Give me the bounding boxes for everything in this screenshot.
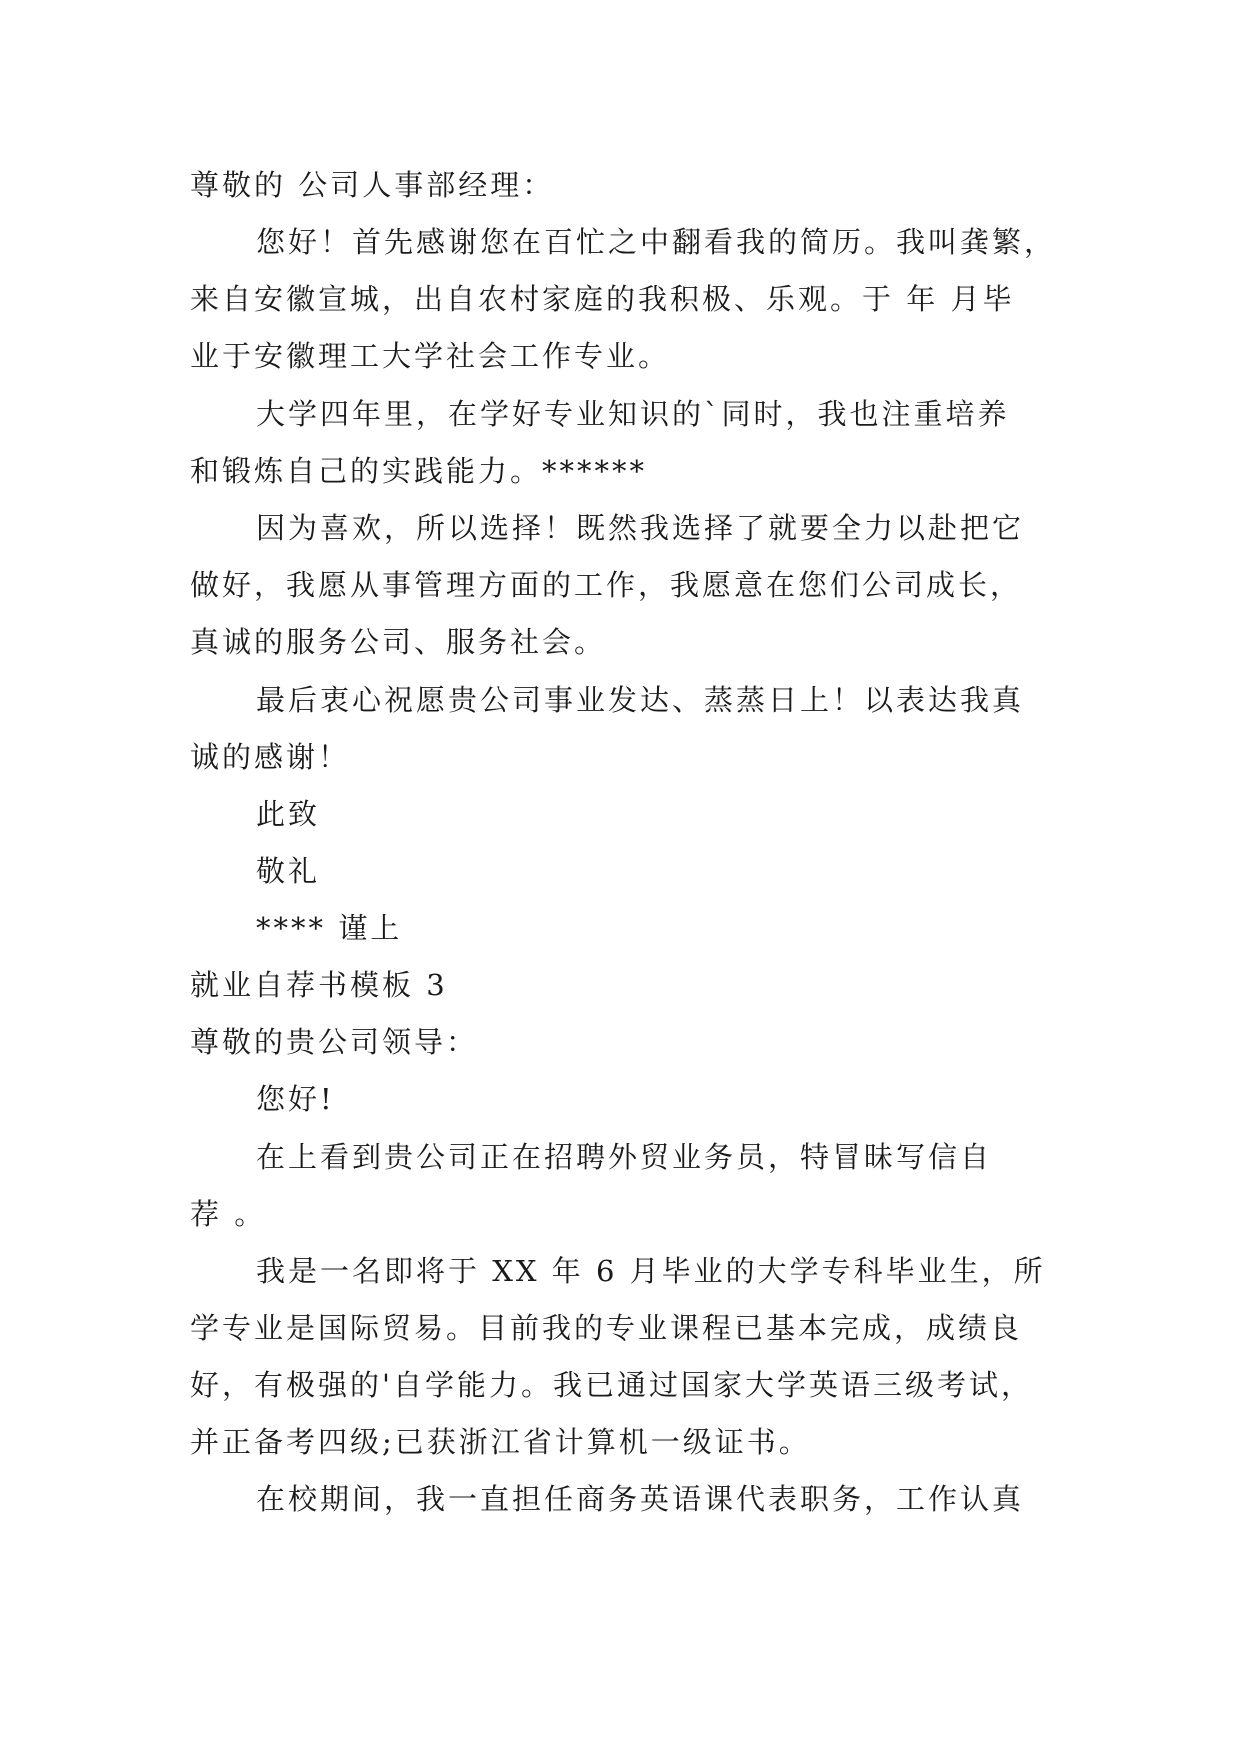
section-heading: 就业自荐书模板 3	[190, 968, 448, 1002]
closing-line: 敬礼	[256, 854, 321, 888]
body-line: 在上看到贵公司正在招聘外贸业务员，特冒昧写信自	[256, 1140, 993, 1174]
body-line: 荐 。	[190, 1197, 267, 1231]
body-line: 最后衷心祝愿贵公司事业发达、蒸蒸日上！以表达我真	[256, 683, 1025, 717]
body-line: 真诚的服务公司、服务社会。	[190, 625, 607, 659]
body-line: 我是一名即将于 XX 年 6 月毕业的大学专科毕业生，所	[256, 1254, 1046, 1288]
greeting-line: 您好!	[256, 1082, 335, 1116]
salutation-line: 尊敬的 公司人事部经理：	[190, 168, 555, 202]
body-line: 大学四年里，在学好专业知识的`同时，我也注重培养	[256, 397, 1010, 431]
body-line: 业于安徽理工大学社会工作专业。	[190, 339, 671, 373]
body-line: 您好！首先感谢您在百忙之中翻看我的简历。我叫龚繁，	[256, 225, 1057, 259]
salutation-line: 尊敬的贵公司领导：	[190, 1025, 479, 1059]
body-line: 来自安徽宣城，出自农村家庭的我积极、乐观。于 年 月毕	[190, 282, 1015, 316]
body-line: 并正备考四级;已获浙江省计算机一级证书。	[190, 1425, 811, 1459]
body-line: 在校期间，我一直担任商务英语课代表职务，工作认真	[256, 1482, 1025, 1516]
body-line: 学专业是国际贸易。目前我的专业课程已基本完成，成绩良	[190, 1311, 1023, 1345]
body-line: 做好，我愿从事管理方面的工作，我愿意在您们公司成长，	[190, 568, 1023, 602]
body-line: 诚的感谢！	[190, 740, 351, 774]
signature-line: **** 谨上	[256, 911, 403, 945]
body-line: 和锻炼自己的实践能力。******	[190, 454, 648, 488]
body-line: 好，有极强的'自学能力。我已通过国家大学英语三级考试，	[190, 1368, 1033, 1402]
closing-line: 此致	[256, 797, 321, 831]
body-line: 因为喜欢，所以选择！既然我选择了就要全力以赴把它	[256, 511, 1025, 545]
